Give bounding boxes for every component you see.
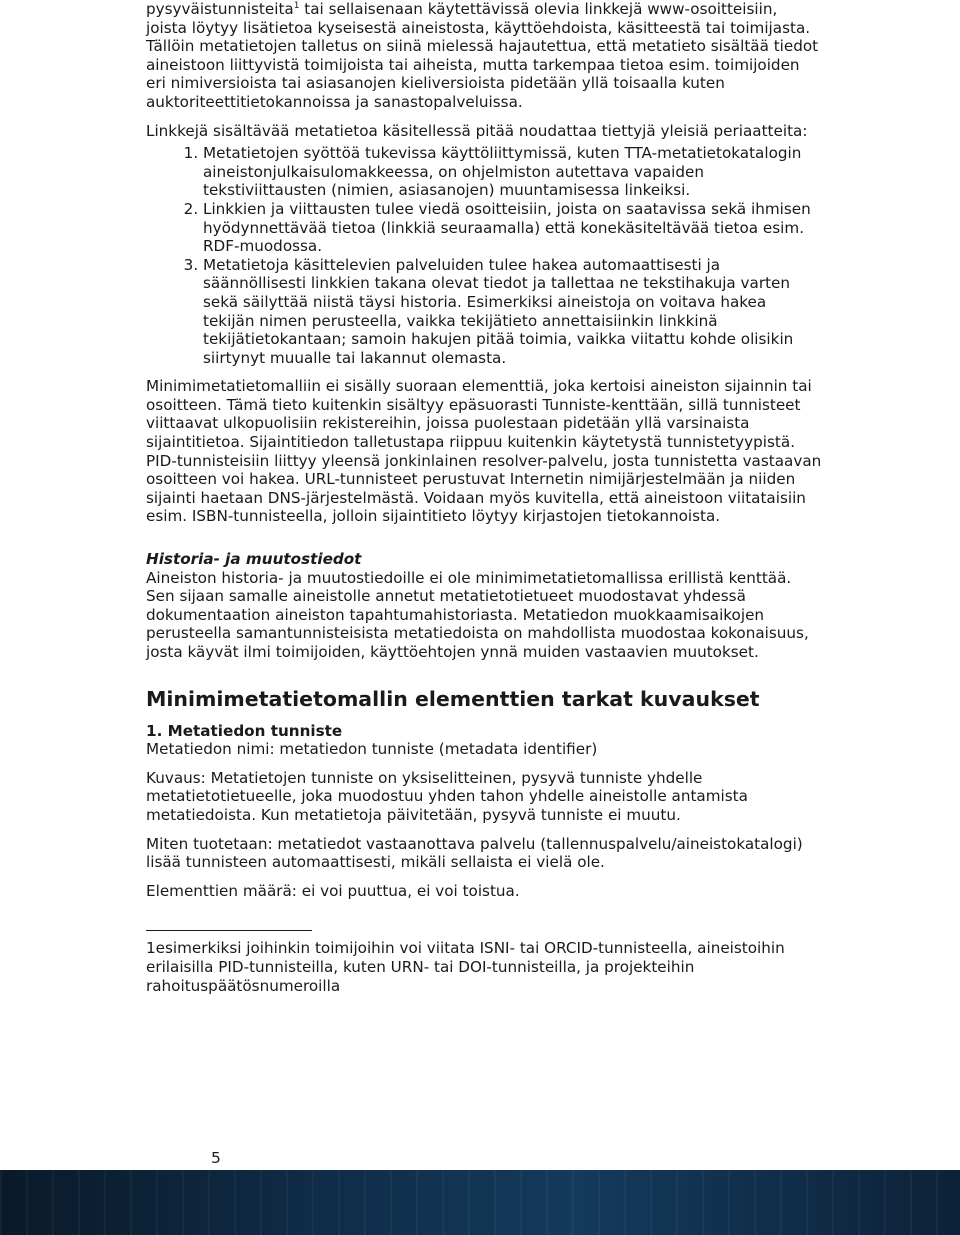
principles-list: [146, 144, 822, 367]
element1-heading: 1. Metatiedon tunniste: [146, 721, 343, 740]
element1-description: Kuvaus: Metatietojen tunniste on yksiselitteinen, pysyvä tunniste yhdelle metatietotietueelle, joka muodostuu yhden tahon yhdelle aineistolle antamista metatiedoista. Kun metatietoja päivitetään, pysyvä tunniste ei muutu.: [146, 768, 748, 824]
footer-band: [0, 1170, 960, 1235]
intro-lead-text: pysyväistunnisteita: [146, 0, 294, 18]
footnote-reference[interactable]: 1: [293, 1, 300, 11]
principle-item: 3. Metatietoja käsittelevien palveluiden tulee hakea automaattisesti ja säännöllisesti linkkien takana olevat tiedot ja tallettaa ne tekstihakuja varten sekä säilyttää niistä täysi historia. Esimerkiksi aineistoja on voitava hakea tekijän nimen perusteella, vaikka tekijätieto annettaisiinkin linkkinä tekijätietokantaan; samoin hakujen pitää toimia, vaikka viitattu kohde olisikin siirtynyt muualle tai lakannut olemasta.: [203, 256, 822, 368]
element1-production: Miten tuotetaan: metatiedot vastaanottava palvelu (tallennuspalvelu/aineistokatalogi) lisää tunnisteen automaattisesti, mikäli sellaista ei vielä ole.: [146, 834, 803, 872]
page-number: 5: [211, 1149, 221, 1167]
element1-name: Metatiedon nimi: metatiedon tunniste (metadata identifier): [146, 740, 598, 759]
footnote-text: 1esimerkiksi joihinkin toimijoihin voi viitata ISNI- tai ORCID-tunnisteella, aineistoihin erilaisilla PID-tunnisteilla, kuten URN- tai DOI-tunnisteilla, ja projekteihin rahoituspäätösnumeroilla: [146, 939, 785, 995]
element1-count: Elementtien määrä: ei voi puuttua, ei voi toistua.: [146, 881, 520, 900]
principle-item: 2. Linkkien ja viittausten tulee viedä osoitteisiin, joista on saatavissa sekä ihmisen hyödynnettävää tietoa (linkkiä seuraamalla) että konekäsiteltävää tietoa esim. RDF-muodossa.: [203, 200, 822, 256]
history-heading: Historia- ja muutostiedot: [146, 550, 362, 569]
intro-paragraph: [146, 0, 822, 112]
location-paragraph: Minimimetatietomalliin ei sisälly suoraan elementtiä, joka kertoisi aineiston sijainnin tai osoitteen. Tämä tieto kuitenkin sisältyy epäsuorasti Tunniste-kenttään, sillä tunnisteet viittaavat ulkopuolisiin rekistereihin, joissa puolestaan pidetään yllä varsinaista sijaintitietoa. Sijaintitiedon talletustapa riippuu kuitenkin käytetystä tunnistetyypistä. PID-tunnisteisiin liittyy yleensä jonkinlainen resolver-palvelu, josta tunnistetta vastaavan osoitteen voi hakea. URL-tunnisteet perustuvat Internetin nimijärjestelmään ja niiden sijainti haetaan DNS-järjestelmästä. Voidaan myös kuvitella, että aineistoon viitataisiin esim. ISBN-tunnisteella, jolloin sijaintitieto löytyy kirjastojen tietokannoista.: [146, 377, 822, 526]
document-page: [146, 0, 822, 995]
principle-item: 1. Metatietojen syöttöä tukevissa käyttöliittymissä, kuten TTA-metatietokatalogin aineistonjulkaisulomakkeessa, on ohjelmiston autettava vapaiden tekstiviittausten (nimien, asiasanojen) muuntamisessa linkeiksi.: [203, 144, 822, 200]
history-paragraph: Aineiston historia- ja muutostiedoille ei ole minimimetatietomallissa erillistä kenttää. Sen sijaan samalle aineistolle annetut metatietotietueet muodostavat yhdessä dokumentaation aineiston tapahtumahistoriasta. Metatiedon muokkaamisaikojen perusteella samantunnisteisista metatiedoista on mahdollista muodostaa kokonaisuus, josta käyvät ilmi toimijoiden, käyttöehtojen ynnä muiden vastaavien muutokset.: [146, 568, 809, 661]
footnote-divider: [146, 930, 312, 931]
intro-rest-text: tai sellaisenaan käytettävissä olevia linkkejä www-osoitteisiin, joista löytyy lisätietoa kyseisestä aineistosta, käyttöehdoista, käsitteestä tai toimijasta. Tällöin metatietojen talletus on siinä mielessä hajautettua, että metatieto sisältää tiedot aineistoon liittyvistä toimijoista tai aiheista, mutta tarkempaa tietoa esim. toimijoiden eri nimiversioista tai asiasanojen kieliversioista pidetään yllä toisaalla kuten auktoriteettitietokannoissa ja sanastopalveluissa.: [146, 0, 819, 111]
elements-heading: Minimimetatietomallin elementtien tarkat kuvaukset: [146, 686, 760, 711]
links-intro-paragraph: Linkkejä sisältävää metatietoa käsitellessä pitää noudattaa tiettyjä yleisiä periaatteita:: [146, 121, 808, 140]
